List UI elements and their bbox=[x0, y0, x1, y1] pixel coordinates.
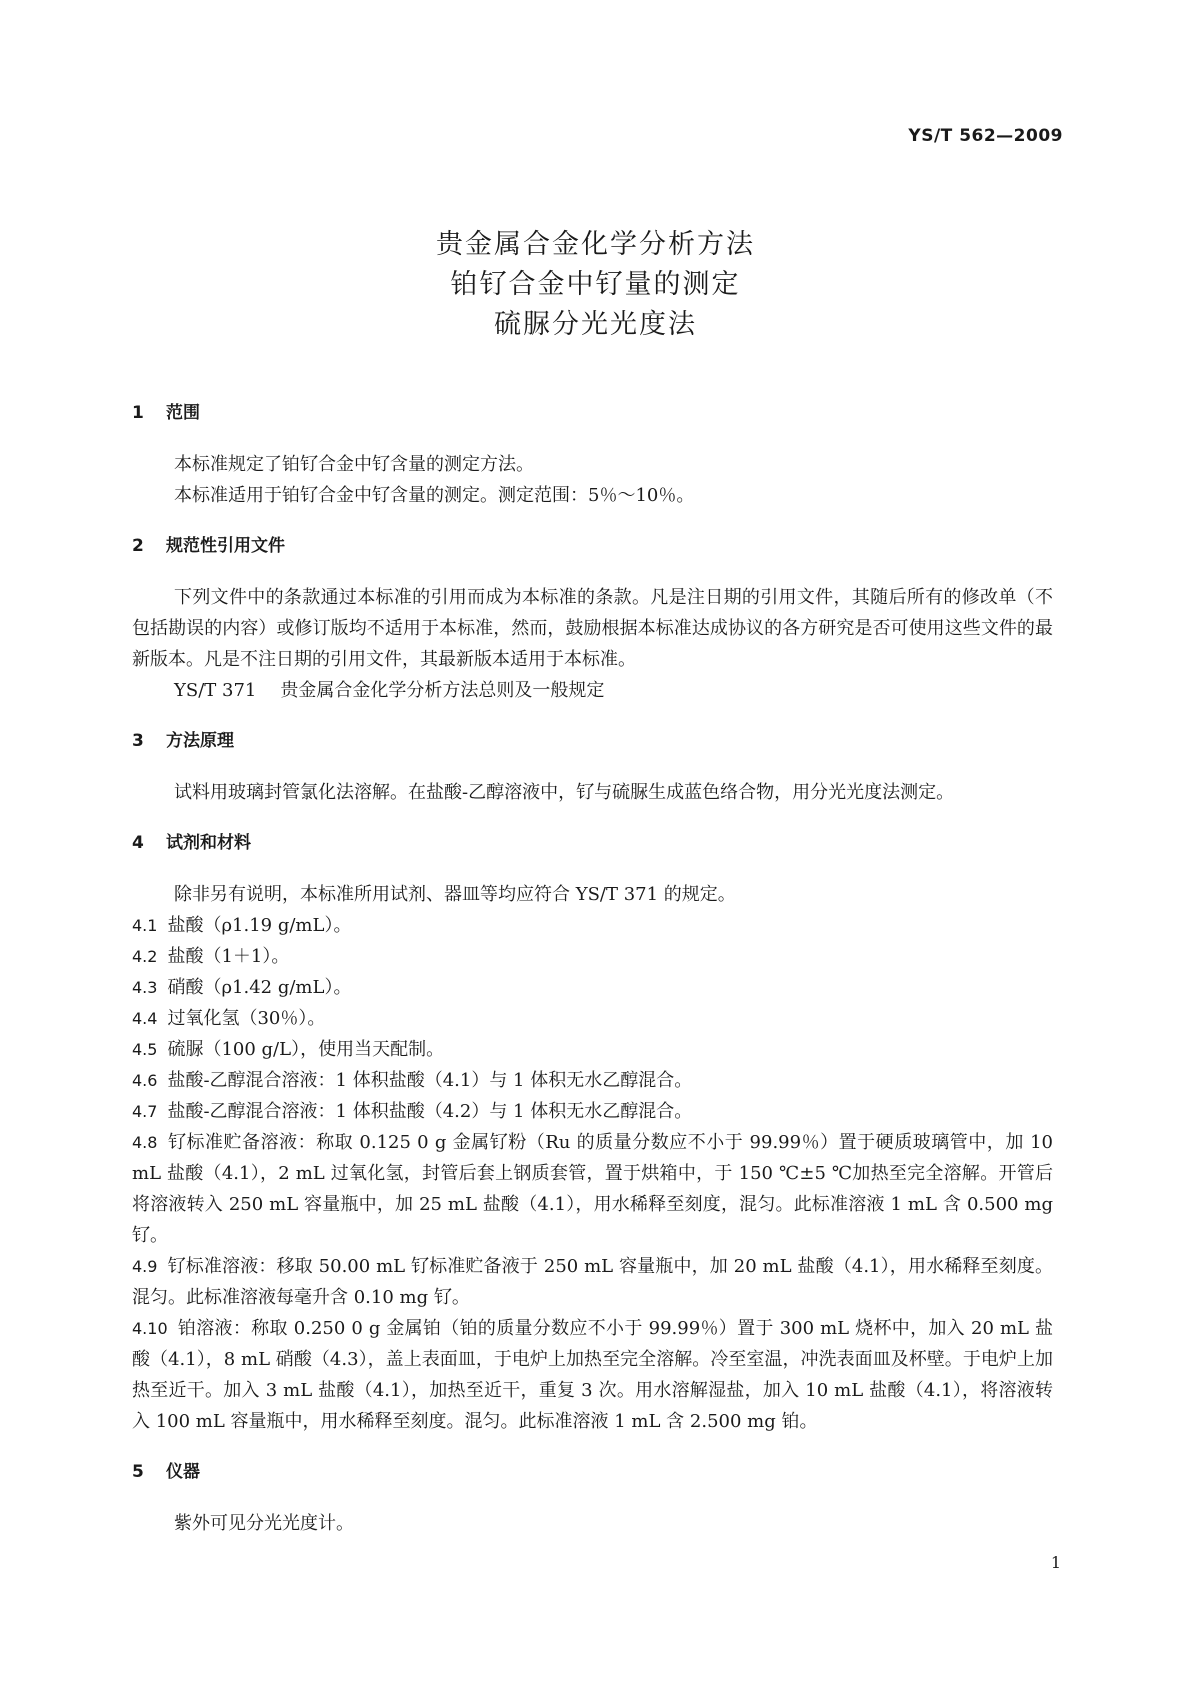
item-text: 盐酸-乙醇混合溶液：1 体积盐酸（4.1）与 1 体积无水乙醇混合。 bbox=[167, 1070, 693, 1091]
item-text: 硝酸（ρ1.42 g/mL）。 bbox=[167, 977, 352, 998]
reagent-item bbox=[132, 1003, 1053, 1034]
standard-code: YS/T 562—2009 bbox=[908, 126, 1063, 146]
section-2-heading bbox=[132, 531, 1053, 562]
reagent-item bbox=[132, 1251, 1053, 1313]
item-number: 4.1 bbox=[132, 916, 158, 935]
section-number: 4 bbox=[132, 833, 144, 853]
item-text: 盐酸-乙醇混合溶液：1 体积盐酸（4.2）与 1 体积无水乙醇混合。 bbox=[167, 1101, 693, 1122]
item-number: 4.8 bbox=[132, 1133, 158, 1152]
reagent-item bbox=[132, 1096, 1053, 1127]
item-number: 4.3 bbox=[132, 978, 158, 997]
section-5-heading bbox=[132, 1457, 1053, 1488]
section-4-intro: 除非另有说明，本标准所用试剂、器皿等均应符合 YS/T 371 的规定。 bbox=[174, 884, 736, 905]
section-number: 3 bbox=[132, 731, 144, 751]
item-number: 4.7 bbox=[132, 1102, 158, 1121]
item-text: 钌标准溶液：移取 50.00 mL 钌标准贮备液于 250 mL 容量瓶中，加 20 mL 盐酸（4.1），用水稀释至刻度。混匀。此标准溶液每毫升含 0.10 mg 钌。 bbox=[132, 1256, 1053, 1308]
section-title: 范围 bbox=[166, 403, 200, 423]
section-title: 仪器 bbox=[166, 1462, 200, 1482]
item-text: 硫脲（100 g/L），使用当天配制。 bbox=[167, 1039, 445, 1060]
reagent-item bbox=[132, 1127, 1053, 1251]
item-text: 盐酸（1＋1）。 bbox=[167, 946, 290, 967]
item-text: 盐酸（ρ1.19 g/mL）。 bbox=[167, 915, 352, 936]
section-1-paragraph: 本标准适用于铂钌合金中钌含量的测定。测定范围：5％～10％。 bbox=[174, 485, 695, 506]
section-title: 方法原理 bbox=[166, 731, 234, 751]
item-text: 铂溶液：称取 0.250 0 g 金属铂（铂的质量分数应不小于 99.99％）置于 300 mL 烧杯中，加入 20 mL 盐酸（4.1），8 mL 硝酸（4.3），盖上表面皿，于电炉上加热至完全溶解。冷至室温，冲洗表面皿及杯壁。于电炉上加热至近干。加入 3 mL 盐酸（4.1），加热至近干，重复 3 次。用水溶解湿盐，加入 10 mL 盐酸（4.1），将溶液转入 100 mL 容量瓶中，用水稀释至刻度。混匀。此标准溶液 1 mL 含 2.500 mg 铂。 bbox=[132, 1318, 1053, 1432]
reagent-item bbox=[132, 941, 1053, 972]
section-4-heading bbox=[132, 828, 1053, 859]
section-title: 试剂和材料 bbox=[166, 833, 251, 853]
section-3-heading bbox=[132, 726, 1053, 757]
item-number: 4.4 bbox=[132, 1009, 158, 1028]
section-number: 1 bbox=[132, 403, 144, 423]
reference-code: YS/T 371 bbox=[174, 680, 257, 701]
section-number: 5 bbox=[132, 1462, 144, 1482]
normative-reference bbox=[132, 675, 1053, 706]
reagent-item bbox=[132, 972, 1053, 1003]
section-title: 规范性引用文件 bbox=[166, 536, 285, 556]
reagent-item bbox=[132, 1065, 1053, 1096]
section-3-paragraph: 试料用玻璃封管氯化法溶解。在盐酸-乙醇溶液中，钌与硫脲生成蓝色络合物，用分光光度法测定。 bbox=[174, 782, 955, 803]
document-body bbox=[132, 398, 1053, 1539]
section-1-heading bbox=[132, 398, 1053, 429]
title-line-1: 贵金属合金化学分析方法 bbox=[436, 229, 755, 260]
section-5-paragraph: 紫外可见分光光度计。 bbox=[174, 1513, 354, 1534]
document-title bbox=[0, 225, 1191, 345]
item-number: 4.9 bbox=[132, 1257, 158, 1276]
section-number: 2 bbox=[132, 536, 144, 556]
title-line-3: 硫脲分光光度法 bbox=[494, 309, 697, 340]
item-number: 4.5 bbox=[132, 1040, 158, 1059]
item-number: 4.2 bbox=[132, 947, 158, 966]
page-number: 1 bbox=[1050, 1553, 1061, 1572]
item-number: 4.10 bbox=[132, 1319, 168, 1338]
reagent-item bbox=[132, 910, 1053, 941]
section-1-paragraph: 本标准规定了铂钌合金中钌含量的测定方法。 bbox=[174, 454, 534, 475]
reagent-item bbox=[132, 1313, 1053, 1437]
item-number: 4.6 bbox=[132, 1071, 158, 1090]
reagent-item bbox=[132, 1034, 1053, 1065]
reference-title: 贵金属合金化学分析方法总则及一般规定 bbox=[280, 680, 605, 701]
title-line-2: 铂钌合金中钌量的测定 bbox=[450, 269, 741, 300]
section-2-paragraph: 下列文件中的条款通过本标准的引用而成为本标准的条款。凡是注日期的引用文件，其随后所有的修改单（不包括勘误的内容）或修订版均不适用于本标准，然而，鼓励根据本标准达成协议的各方研究是否可使用这些文件的最新版本。凡是不注日期的引用文件，其最新版本适用于本标准。 bbox=[132, 587, 1053, 670]
item-text: 钌标准贮备溶液：称取 0.125 0 g 金属钌粉（Ru 的质量分数应不小于 99.99％）置于硬质玻璃管中，加 10 mL 盐酸（4.1），2 mL 过氧化氢，封管后套上钢质套管，置于烘箱中，于 150 ℃±5 ℃加热至完全溶解。开管后将溶液转入 250 mL 容量瓶中，加 25 mL 盐酸（4.1），用水稀释至刻度，混匀。此标准溶液 1 mL 含 0.500 mg 钌。 bbox=[132, 1132, 1053, 1246]
item-text: 过氧化氢（30％）。 bbox=[167, 1008, 326, 1029]
